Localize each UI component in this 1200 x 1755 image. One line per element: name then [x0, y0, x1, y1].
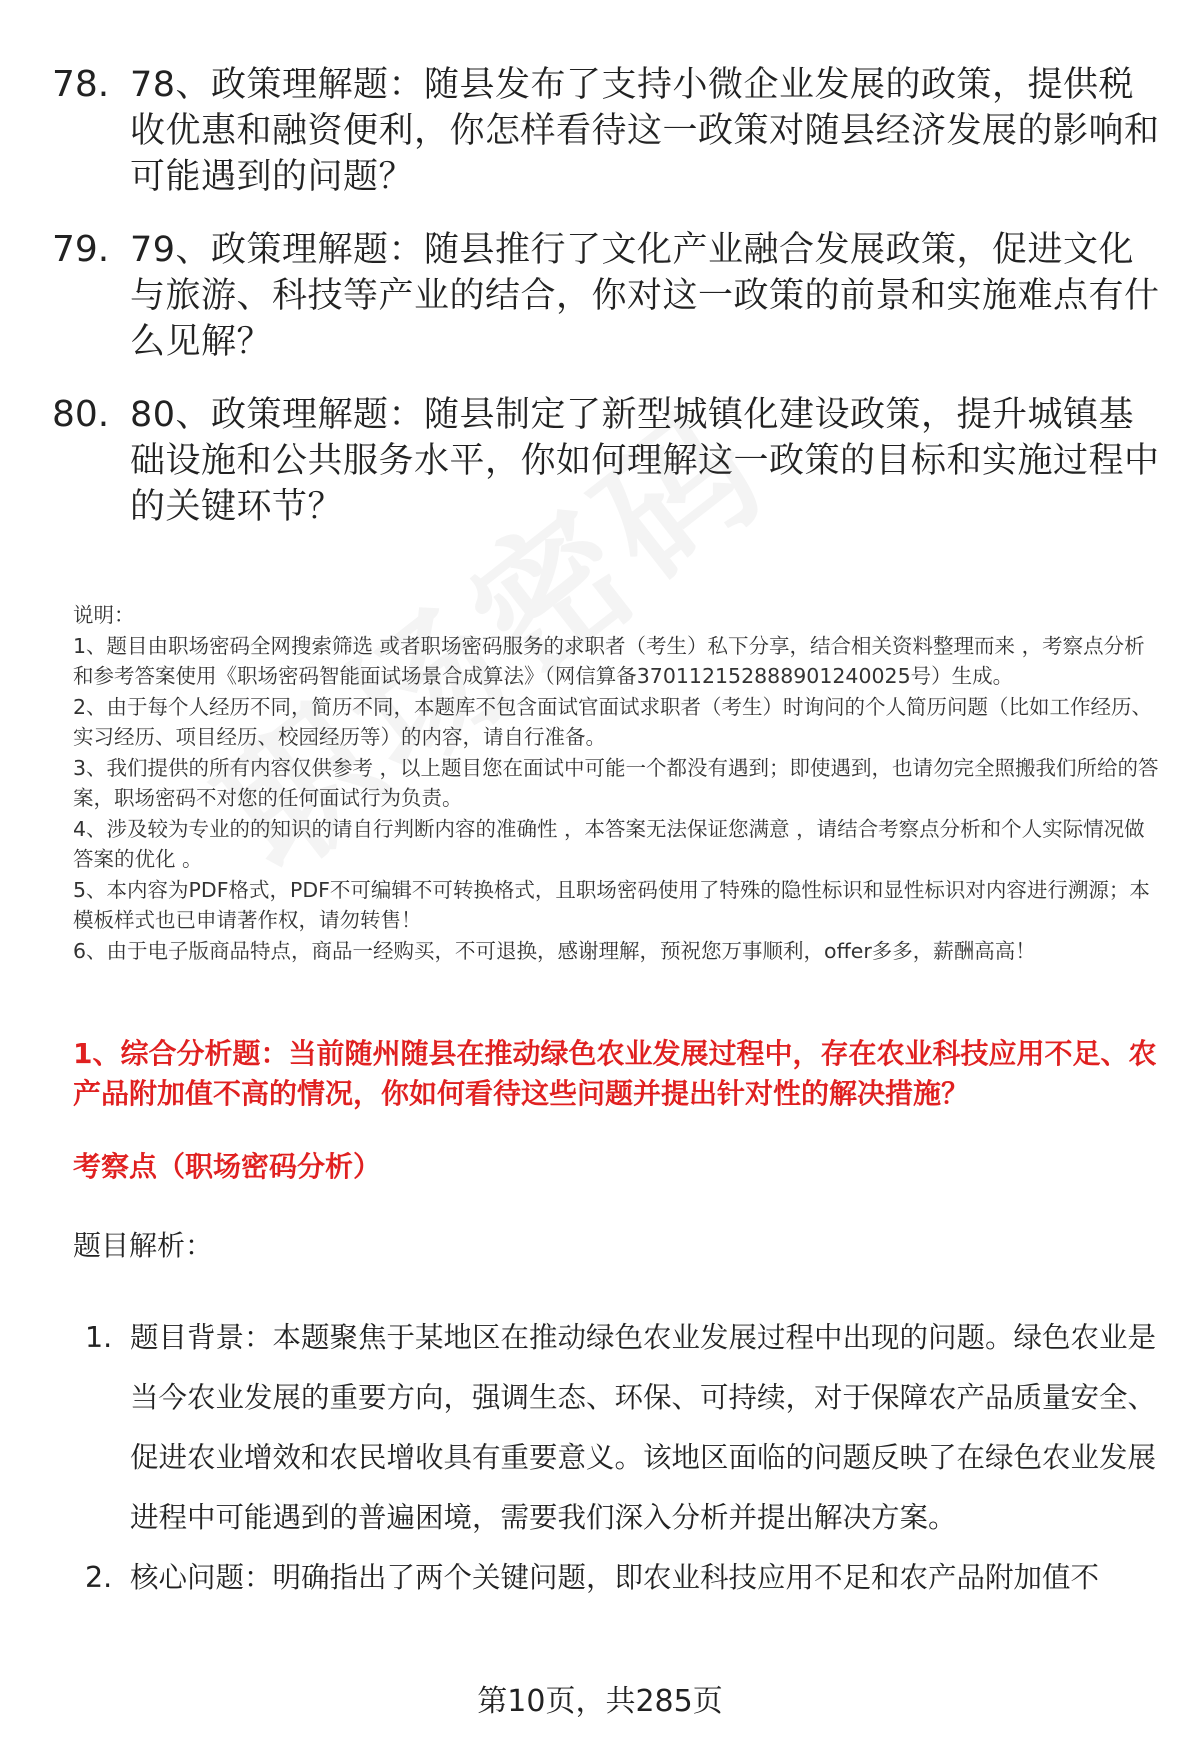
analysis-number: 1.	[85, 1321, 113, 1354]
note-item: 6、由于电子版商品特点，商品一经购买，不可退换，感谢理解，预祝您万事顺利，offer多多，薪酬高高！	[73, 938, 1036, 963]
notes-heading: 说明：	[73, 603, 135, 627]
main-question: 1、综合分析题：当前随州随县在推动绿色农业发展过程中，存在农业科技应用不足、农产品附加值不高的情况，你如何看待这些问题并提出针对性的解决措施？	[73, 1037, 1157, 1110]
exam-point-heading: 考察点（职场密码分析）	[73, 1150, 382, 1183]
question-number: 78.	[52, 64, 110, 105]
question-text: 79、政策理解题：随县推行了文化产业融合发展政策，促进文化与旅游、科技等产业的结合，你对这一政策的前景和实施难点有什么见解？	[130, 230, 1160, 362]
page-footer: 第10页，共285页	[477, 1684, 723, 1719]
analysis-item	[80, 1308, 1162, 1548]
question-list	[52, 62, 1162, 557]
question-item	[52, 392, 1162, 530]
question-item	[52, 227, 1162, 365]
notes-section	[73, 600, 1163, 966]
note-item: 4、涉及较为专业的的知识的请自行判断内容的准确性 ，本答案无法保证您满意 ，请结合考察点分析和个人实际情况做答案的优化 。	[73, 816, 1145, 871]
note-item: 5、本内容为PDF格式，PDF不可编辑不可转换格式，且职场密码使用了特殊的隐性标识和显性标识对内容进行溯源；本模板样式也已申请著作权，请勿转售！	[73, 877, 1150, 932]
note-item: 2、由于每个人经历不同，简历不同，本题库不包含面试官面试求职者（考生）时询问的个人简历问题（比如工作经历、实习经历、项目经历、校园经历等）的内容，请自行准备。	[73, 694, 1153, 749]
question-item	[52, 62, 1162, 200]
note-item: 3、我们提供的所有内容仅供参考 ，以上题目您在面试中可能一个都没有遇到；即使遇到，也请勿完全照搬我们所给的答案，职场密码不对您的任何面试行为负责。	[73, 755, 1159, 810]
analysis-number: 2.	[85, 1561, 113, 1594]
question-text: 80、政策理解题：随县制定了新型城镇化建设政策，提升城镇基础设施和公共服务水平，你如何理解这一政策的目标和实施过程中的关键环节？	[130, 395, 1160, 527]
question-number: 79.	[52, 229, 110, 270]
analysis-heading: 题目解析：	[73, 1229, 214, 1262]
question-text: 78、政策理解题：随县发布了支持小微企业发展的政策，提供税收优惠和融资便利，你怎样看待这一政策对随县经济发展的影响和可能遇到的问题？	[130, 65, 1160, 197]
analysis-list	[80, 1308, 1162, 1608]
analysis-text: 题目背景：本题聚焦于某地区在推动绿色农业发展过程中出现的问题。绿色农业是当今农业发展的重要方向，强调生态、环保、可持续，对于保障农产品质量安全、促进农业增效和农民增收具有重要意义。该地区面临的问题反映了在绿色农业发展进程中可能遇到的普遍困境，需要我们深入分析并提出解决方案。	[130, 1321, 1157, 1534]
question-number: 80.	[52, 394, 110, 435]
analysis-item	[80, 1548, 1162, 1608]
analysis-text: 核心问题：明确指出了两个关键问题，即农业科技应用不足和农产品附加值不	[130, 1561, 1100, 1594]
note-item: 1、题目由职场密码全网搜索筛选 或者职场密码服务的求职者（考生）私下分享，结合相关资料整理而来 ，考察点分析和参考答案使用《职场密码智能面试场景合成算法》（网信算备370112152888901240025号）生成。	[73, 633, 1145, 688]
